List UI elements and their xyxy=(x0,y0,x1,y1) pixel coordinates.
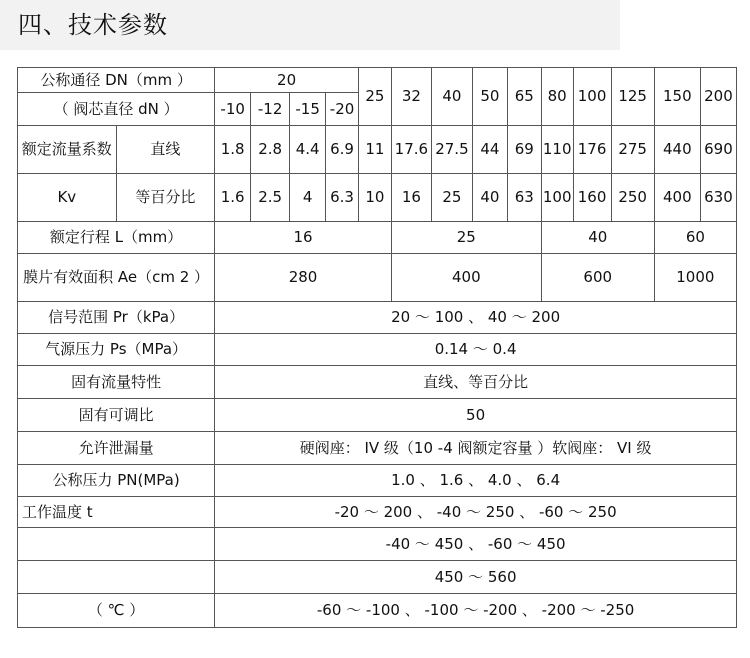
temp-value: -20 ～ 200 、 -40 ～ 250 、 -60 ～ 250 xyxy=(215,497,737,528)
temp-label: 工作温度 t xyxy=(18,497,215,528)
linear-value: 1.8 xyxy=(215,126,251,174)
linear-value: 11 xyxy=(358,126,391,174)
table-row-temp xyxy=(18,528,737,561)
dn-cell: 65 xyxy=(507,68,541,126)
dn-cell: 100 xyxy=(573,68,611,126)
page-title: 四、技术参数 xyxy=(18,11,168,39)
pressure-label: 公称压力 PN(MPa) xyxy=(18,465,215,497)
dn-cell: 150 xyxy=(654,68,700,126)
diaphragm-value: 600 xyxy=(541,254,654,302)
table-row-temp xyxy=(18,561,737,594)
temp-value: -60 ～ -100 、 -100 ～ -200 、 -200 ～ -250 xyxy=(215,594,737,628)
stroke-value: 16 xyxy=(215,222,392,254)
leakage-value: 硬阀座： IV 级（10 -4 阀额定容量 ）软阀座： VI 级 xyxy=(215,432,737,465)
equal-pct-value: 6.3 xyxy=(326,174,359,222)
signal-label: 信号范围 Pr（kPa） xyxy=(18,302,215,334)
temp-value: -40 ～ 450 、 -60 ～ 450 xyxy=(215,528,737,561)
linear-value: 17.6 xyxy=(391,126,431,174)
dn-cell: 50 xyxy=(472,68,507,126)
table-row-diaphragm xyxy=(18,254,737,302)
temp-blank-cell xyxy=(18,528,215,561)
linear-value: 440 xyxy=(654,126,700,174)
core-diameter-cell: -15 xyxy=(290,93,326,126)
kv-label: Kv xyxy=(18,174,117,222)
equal-pct-value: 40 xyxy=(472,174,507,222)
air-label: 气源压力 Ps（MPa） xyxy=(18,334,215,366)
equal-pct-value: 250 xyxy=(611,174,654,222)
table-row-flow-char xyxy=(18,366,737,399)
pressure-value: 1.0 、 1.6 、 4.0 、 6.4 xyxy=(215,465,737,497)
table-row-equal-pct xyxy=(18,174,737,222)
core-diameter-cell: -20 xyxy=(326,93,359,126)
rangeability-value: 50 xyxy=(215,399,737,432)
linear-value: 6.9 xyxy=(326,126,359,174)
stroke-value: 40 xyxy=(541,222,654,254)
linear-value: 2.8 xyxy=(251,126,290,174)
table-row-temp xyxy=(18,497,737,528)
equal-pct-value: 160 xyxy=(573,174,611,222)
dn-cell: 125 xyxy=(611,68,654,126)
linear-value: 4.4 xyxy=(290,126,326,174)
linear-value: 275 xyxy=(611,126,654,174)
table-row-temp xyxy=(18,594,737,628)
spec-table xyxy=(17,67,737,628)
equal-pct-value: 630 xyxy=(700,174,736,222)
table-row-signal xyxy=(18,302,737,334)
leakage-label: 允许泄漏量 xyxy=(18,432,215,465)
table-row-dn xyxy=(18,68,737,93)
nominal-diameter-label: 公称通径 DN（mm ） xyxy=(18,68,215,93)
equal-pct-value: 2.5 xyxy=(251,174,290,222)
temp-unit: （ ℃ ） xyxy=(18,594,215,628)
dn-cell: 200 xyxy=(700,68,736,126)
flow-char-label: 固有流量特性 xyxy=(18,366,215,399)
equal-pct-value: 1.6 xyxy=(215,174,251,222)
flow-char-value: 直线、等百分比 xyxy=(215,366,737,399)
linear-value: 690 xyxy=(700,126,736,174)
equal-pct-label: 等百分比 xyxy=(116,174,215,222)
equal-pct-value: 25 xyxy=(431,174,472,222)
dn-cell: 40 xyxy=(431,68,472,126)
core-diameter-cell: -12 xyxy=(251,93,290,126)
stroke-value: 60 xyxy=(654,222,736,254)
equal-pct-value: 400 xyxy=(654,174,700,222)
linear-value: 176 xyxy=(573,126,611,174)
linear-value: 110 xyxy=(541,126,573,174)
equal-pct-value: 10 xyxy=(358,174,391,222)
table-row-stroke xyxy=(18,222,737,254)
diaphragm-value: 1000 xyxy=(654,254,736,302)
core-diameter-cell: -10 xyxy=(215,93,251,126)
table-row-leakage xyxy=(18,432,737,465)
table-row-pressure xyxy=(18,465,737,497)
equal-pct-value: 63 xyxy=(507,174,541,222)
linear-value: 27.5 xyxy=(431,126,472,174)
valve-core-label: （ 阀芯直径 dN ） xyxy=(18,93,215,126)
linear-value: 69 xyxy=(507,126,541,174)
stroke-value: 25 xyxy=(391,222,541,254)
dn-cell: 32 xyxy=(391,68,431,126)
dn-cell: 80 xyxy=(541,68,573,126)
signal-value: 20 ～ 100 、 40 ～ 200 xyxy=(215,302,737,334)
air-value: 0.14 ～ 0.4 xyxy=(215,334,737,366)
diaphragm-value: 280 xyxy=(215,254,392,302)
temp-value: 450 ～ 560 xyxy=(215,561,737,594)
linear-label: 直线 xyxy=(116,126,215,174)
table-row-air xyxy=(18,334,737,366)
table-row-rangeability xyxy=(18,399,737,432)
stroke-label: 额定行程 L（mm） xyxy=(18,222,215,254)
diaphragm-value: 400 xyxy=(391,254,541,302)
dn20-cell: 20 xyxy=(215,68,359,93)
rangeability-label: 固有可调比 xyxy=(18,399,215,432)
equal-pct-value: 100 xyxy=(541,174,573,222)
diaphragm-label: 膜片有效面积 Ae（cm 2 ） xyxy=(18,254,215,302)
equal-pct-value: 4 xyxy=(290,174,326,222)
dn-cell: 25 xyxy=(358,68,391,126)
rated-flow-label: 额定流量系数 xyxy=(18,126,117,174)
temp-blank-cell xyxy=(18,561,215,594)
table-row-linear xyxy=(18,126,737,174)
linear-value: 44 xyxy=(472,126,507,174)
equal-pct-value: 16 xyxy=(391,174,431,222)
